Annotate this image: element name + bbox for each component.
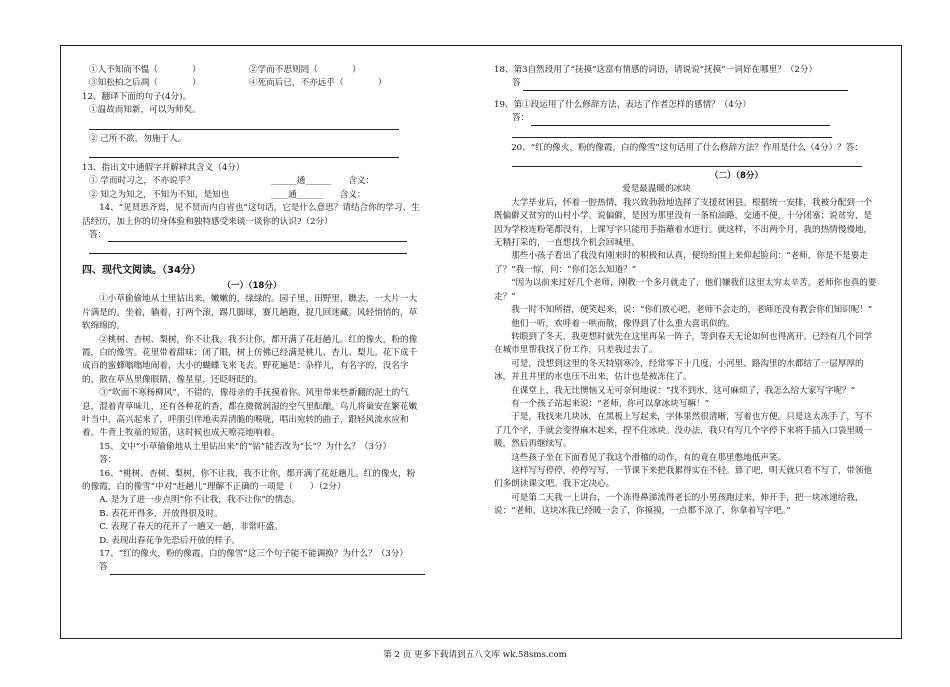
answer-line <box>89 146 399 158</box>
question-19: 19、第①段运用了什么修辞方法、表达了作者怎样的感情？（4分） <box>494 99 752 110</box>
part-2-title: （二）（8分） <box>709 171 764 182</box>
answer-line <box>89 242 407 254</box>
q11-options-row-2 <box>82 77 422 90</box>
answer-label: 答： <box>512 113 530 124</box>
question-17: 17、“红的像火，粉的像霞，白的像雪”这三个句子能不能调换？为什么？（3分） <box>99 549 408 559</box>
q11-option-1: ①人不知而不愠（ ） <box>89 65 201 75</box>
question-18-answer <box>494 77 848 90</box>
answer-label: 答 <box>512 78 521 89</box>
story-paragraph-12: 这样写写停停，停停写写，一节课下来把我累得实在不轻。算了吧，明天就只看不写了，带领他们多朗读课文吧。我下定决心。 <box>494 465 873 490</box>
story-paragraph-1: 大学毕业后，怀着一腔热情，我兴致勃勃地选择了支援贫困县。根据统一安排，我被分配到一个既偏僻又贫穷的山村小学。说偏僻，是因为那里没有一条柏油路，交通不便，十分闭塞；说贫穷，是因为学校连粉笔都没有，上课写字只能用手指蘸着水进行。就这样，不出两个月，我的热情慢慢地，无精打采的，一直想找个机会回城里。 <box>494 197 873 249</box>
question-12: 12、翻译下面的句子(4分)。 <box>82 91 192 102</box>
question-12-item-1: ①温故而知新，可以为师矣。 <box>89 105 201 116</box>
question-18: 18、第3自然段用了“抚摸”这富有情感的词语，请说说“抚摸”一词好在哪里？（2分） <box>494 65 818 75</box>
q11-option-2: ②学而不思则罔（ ） <box>249 65 361 75</box>
answer-line <box>89 118 399 130</box>
story-paragraph-4: 我一时不知所措，便笑起来，说：“你们放心吧，老师不会走的，老师还没有教会你们知识呢！” <box>511 305 873 316</box>
passage-paragraph-2: ②桃树、杏树、梨树，你不让我，我不让你，都开满了花赶趟儿。红的像火，粉的像霞，白的像雪。花里带着甜味；闭了眼，树上仿佛已经满是桃儿、杏儿、梨儿。花下成千成百的蜜蜂嗡嗡地闹着，大小的蝴蝶飞来飞去。野花遍是：杂样儿，有名字的，没名字的，散在草丛里像眼睛，像星星，还眨呀眨的。 <box>82 334 418 385</box>
question-13-item-2 <box>82 189 422 202</box>
question-14-answer <box>82 229 407 242</box>
passage-paragraph-1: ①小草偷偷地从土里钻出来，嫩嫩的，绿绿的。园子里，田野里，瞧去，一大片一大片满是的。坐着，躺着，打两个滚，踢几脚球，赛几趟跑，捉几回迷藏。风轻悄悄的，草软绵绵的。 <box>82 294 418 332</box>
q16-option-a: A. 是为了进一步点明“你不让我，我不让你”的情态。 <box>99 495 301 506</box>
q11-options-row-1 <box>82 64 422 77</box>
q13-sentence-1: ① 学而时习之，不亦说乎？ <box>89 176 195 187</box>
q13-blank-1: ______通______ 含义： <box>271 176 375 187</box>
question-12-item-2: ② 己所不欲，勿施于人。 <box>89 133 187 144</box>
right-column <box>494 64 879 519</box>
q16-option-b: B. 表花开得多，开放得很及时。 <box>99 508 223 519</box>
story-paragraph-5: 他们一听，欢呼着一哄而散，像得到了什么重大喜讯似的。 <box>511 318 735 329</box>
question-13-item-1 <box>82 175 422 188</box>
question-13: 13、指出文中通假字并解释其含义（4分） <box>82 163 245 174</box>
story-paragraph-3: “因为以前来过好几个老师，刚教一个多月就走了，他们嫌我们这里太穷太辛苦。老师你也真的要走？” <box>494 278 877 302</box>
q11-option-3: ③知松柏之后凋（ ） <box>89 78 201 89</box>
question-20: 20、“红的像火，粉的像霞，白的像雪”这句话用了什么修辞方法？作用是什么（4分）？答： <box>511 142 863 153</box>
story-paragraph-7: 可是，没想到这里的冬天特别寒冷，经常零下十几度，小河里、路沟里的水都结了一层厚厚的冰，并且井里的水也压不出来，估计也是被冻住了。 <box>494 358 864 383</box>
part-1-title: （一）（18分） <box>222 280 282 291</box>
q16-option-d: D. 表现出春花争先恐后开放的样子。 <box>99 535 241 546</box>
left-column <box>82 64 422 575</box>
answer-line <box>512 155 862 167</box>
story-paragraph-6: 转眼到了冬天，我更想时就先在这里再呆一阵子，等到春天无论如何也得离开。已经有几个同学在城市里帮我找了份工作，只差我过去了。 <box>494 331 873 356</box>
story-paragraph-11: 这些孩子坐在下面看见了我这个滑稽的动作，有的竟在那里憋地低声笑。 <box>511 452 787 463</box>
story-paragraph-10: 于是，我找来几块冰，在黑板上写起来，字体果然很清晰，写着也方便。只是这太冻手了，写不了几个字，手就会变得麻木起来，捏不住冰块。没办法，我只有写几个字停下来将手插入口袋里暖一暖，然后再继续写。 <box>494 412 873 450</box>
question-14: 14、“见贤思齐焉，见不贤而内自省也”这句话，它是什么意思？请结合你的学习、生活经历，加上你的切身体验和独特感受来谈一谈你的认识?（2分） <box>82 203 420 227</box>
q13-sentence-2: ② 知之为知之，不知为不知，是知也 <box>89 189 230 200</box>
page-footer: 第 2 页 更多下载请到五八文库 wk.58sms.com <box>383 650 567 660</box>
story-paragraph-8: 在课堂上，我无比懊恼又无可奈何地说：“找不到水，这可麻烦了，我怎么给大家写字呢？” <box>511 385 856 396</box>
question-17-answer <box>82 561 425 574</box>
answer-label: 答 <box>99 562 108 573</box>
q16-option-c: C. 表现了春天的花开了一趟又一趟，非常旺盛。 <box>99 522 283 533</box>
answer-label: 答： <box>89 230 107 241</box>
question-16: 16、“桃树、杏树、梨树，你不让我，我不让你，都开满了花赶趟儿。红的像火，粉的像霞，白的像雪”中对“赶趟儿”理解不正确的一项是（ ）（2分） <box>82 468 416 492</box>
story-paragraph-13: 可是第二天我一上讲台，一个冻得鼻涕流得老长的小男孩跑过来，伸开手，把一块冰递给我，说：“老师，这块冰我已经暖一会了，你摸摸，一点都不凉了，你拿着写字吧。” <box>494 492 864 517</box>
question-15: 15、文中“小草偷偷地从土里钻出来”的“钻”能否改为“长”？为什么？（3分） <box>99 441 392 452</box>
story-title: 爱是最温暖的冰块 <box>622 184 691 195</box>
passage-paragraph-3: ③“吹面不寒杨柳风”，不错的，像母亲的手抚摸着你。风里带来些新翻的泥土的气息，混着青草味儿，还有各种花的香，都在微微润湿的空气里酝酿。鸟儿将巢安在繁花嫩叶当中，高兴起来了，呼朋引伴地卖弄清脆的喉咙，唱出宛转的曲子，跟轻风流水应和着。牛背上牧童的短笛，这时候也成天嘹亮地响着。 <box>82 388 418 439</box>
story-paragraph-9: 有一个孩子站起来说：“老师，你可以拿冰块写嘛！” <box>511 398 710 409</box>
answer-line <box>512 126 832 138</box>
question-15-answer: 答： <box>99 455 117 466</box>
question-19-answer <box>494 112 830 125</box>
story-paragraph-2: 那些小孩子看出了我没有刚来时的积极和认真，便纷纷围上来仰起脸问：“老师，你是不是要走了？”我一惊，问：“你们怎么知道？” <box>494 251 868 275</box>
q13-blank-2: ____通______ 含义： <box>271 189 366 200</box>
q11-option-4: ④死而后已，不亦远乎（ ） <box>249 78 387 89</box>
section-4-title: 四、现代文阅读。（34分） <box>82 265 201 277</box>
